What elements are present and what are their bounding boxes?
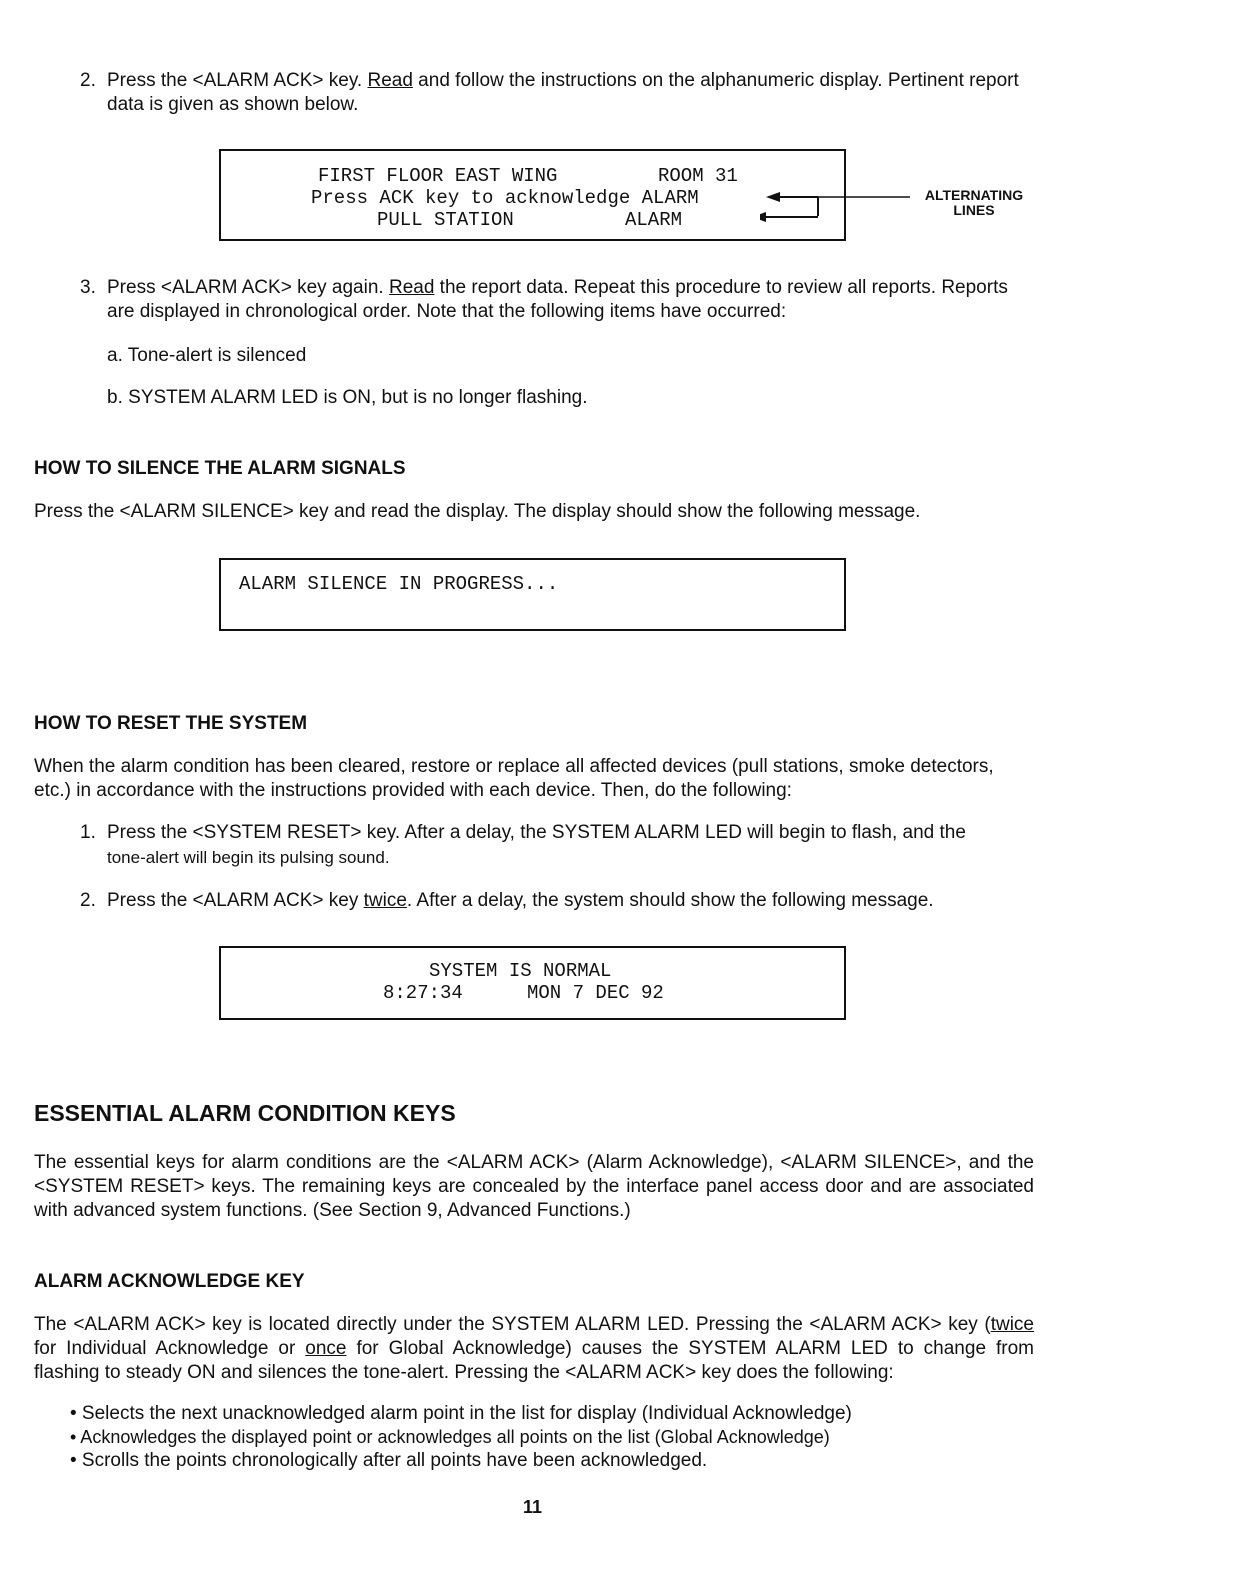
reset-step-2-twice: twice [363, 890, 407, 911]
ack-body [34, 1313, 1034, 1385]
reset-step-2-pre: Press the <ALARM ACK> key [107, 890, 364, 911]
display-normal-time: 8:27:34 [383, 982, 463, 1004]
section-heading-reset: HOW TO RESET THE SYSTEM [34, 713, 308, 734]
section-heading-silence: HOW TO SILENCE THE ALARM SIGNALS [34, 458, 406, 479]
step-2-post: and follow the instructions on the alphanumeric display. Pertinent report data is given as shown below. [107, 70, 1019, 115]
step-number: 2. [80, 890, 96, 911]
display-system-normal [219, 946, 846, 1020]
display-silence-text: ALARM SILENCE IN PROGRESS... [239, 573, 559, 595]
list-item: • Acknowledges the displayed point or acknowledges all points on the list (Global Acknowledge) [70, 1426, 830, 1447]
reset-body: When the alarm condition has been cleared, restore or replace all affected devices (pull stations, smoke detectors, etc.) in accordance with the instructions provided with each device. Then, do the following: [34, 756, 994, 801]
ack-bullet-list [70, 1402, 1030, 1473]
display-normal-date: MON 7 DEC 92 [527, 982, 664, 1004]
section-heading-essential: ESSENTIAL ALARM CONDITION KEYS [34, 1100, 456, 1126]
reset-step-1-line-2: tone-alert will begin its pulsing sound. [107, 848, 390, 867]
ack-body-once: once [305, 1338, 347, 1359]
step-2-text [107, 69, 1037, 117]
display-alarm-report [219, 149, 846, 241]
display-silence [219, 558, 846, 631]
sub-item-label: b. [107, 387, 123, 408]
display-line-device: PULL STATION [377, 209, 514, 231]
sub-item-b [107, 386, 588, 410]
step-3-read: Read [388, 277, 435, 298]
sub-item-a [107, 344, 306, 368]
display-line-room: ROOM 31 [658, 165, 738, 187]
step-3-pre: Press <ALARM ACK> key again. [107, 277, 389, 298]
ack-body-post: for Global Acknowledge) causes the SYSTEM ALARM LED to change from flashing to steady ON and silences the tone-alert. Pressing the <ALARM ACK> key does the following: [34, 1338, 1034, 1383]
page-number: 11 [523, 1497, 543, 1517]
silence-body: Press the <ALARM SILENCE> key and read the display. The display should show the following message. [34, 501, 921, 522]
ack-body-twice: twice [990, 1314, 1034, 1335]
step-number: 1. [80, 822, 96, 843]
annotation-line-1: ALTERNATING [924, 187, 1024, 203]
sub-item-label: a. [107, 345, 123, 366]
sub-item-text: SYSTEM ALARM LED is ON, but is no longer flashing. [128, 387, 588, 408]
section-heading-ack: ALARM ACKNOWLEDGE KEY [34, 1271, 305, 1292]
step-2-read: Read [367, 70, 413, 91]
alternating-lines-label [914, 188, 1034, 218]
reset-step-1-line-1: Press the <SYSTEM RESET> key. After a delay, the SYSTEM ALARM LED will begin to flash, and the [107, 822, 966, 843]
display-normal-status: SYSTEM IS NORMAL [429, 960, 612, 982]
step-3-post: the report data. Repeat this procedure to review all reports. Reports are displayed in chronological order. Note that the following items have occurred: [107, 277, 1008, 322]
reset-step-2-post: . After a delay, the system should show the following message. [406, 890, 934, 911]
sub-item-text: Tone-alert is silenced [127, 345, 307, 366]
ack-body-mid: for Individual Acknowledge or [34, 1338, 306, 1359]
ack-body-pre: The <ALARM ACK> key is located directly under the SYSTEM ALARM LED. Pressing the <ALARM ACK> key ( [34, 1314, 991, 1335]
display-line-location: FIRST FLOOR EAST WING [318, 165, 558, 187]
display-line-alarm: ALARM [625, 209, 683, 231]
step-number: 3. [80, 277, 96, 298]
alternating-lines-arrow-icon [760, 180, 920, 230]
step-2-pre: Press the <ALARM ACK> key. [107, 70, 368, 91]
step-3-text [107, 276, 1037, 324]
annotation-line-2: LINES [953, 202, 995, 218]
list-item: • Selects the next unacknowledged alarm point in the list for display (Individual Acknowledge) [70, 1403, 852, 1424]
step-number: 2. [80, 70, 96, 91]
list-item: • Scrolls the points chronologically after all points have been acknowledged. [70, 1450, 708, 1471]
essential-body: The essential keys for alarm conditions are the <ALARM ACK> (Alarm Acknowledge), <ALARM SILENCE>, and the <SYSTEM RESET> keys. The remaining keys are concealed by the interface panel access door and are associated with advanced system functions. (See Section 9, Advanced Functions.) [34, 1152, 1034, 1221]
display-line-instruction: Press ACK key to acknowledge ALARM [311, 187, 699, 209]
reset-step-2-text [107, 889, 1037, 913]
